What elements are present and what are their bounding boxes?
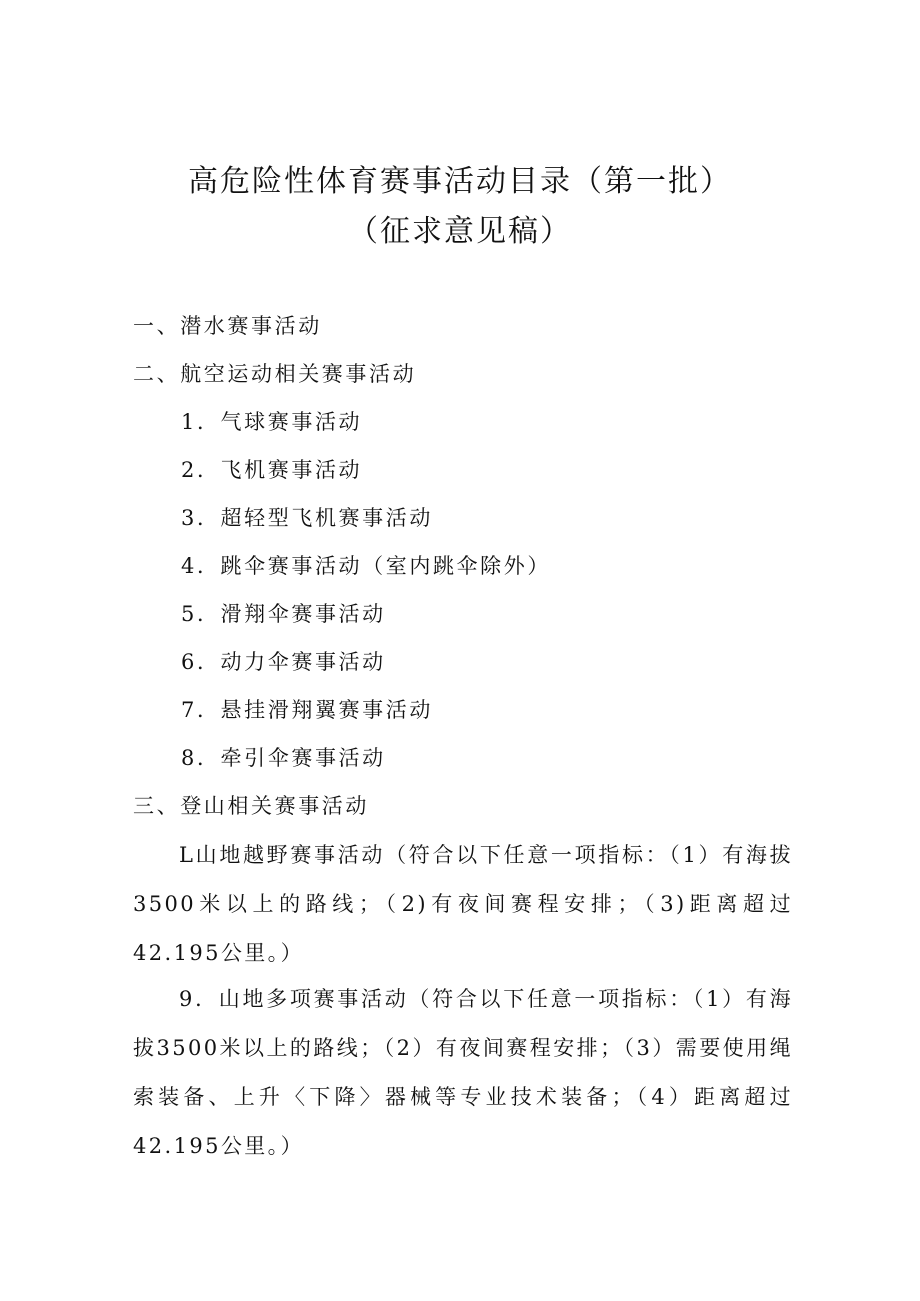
list-item: 3．超轻型飞机赛事活动 (181, 506, 433, 530)
section-heading-aviation: 二、航空运动相关赛事活动 (133, 362, 417, 386)
paragraph-mountain-trail: L山地越野赛事活动（符合以下任意一项指标：（1）有海拔3500米以上的路线；（2)有夜间赛程安排；（3)距离超过42.195公里。） (133, 843, 793, 965)
list-item: 1．气球赛事活动 (181, 410, 363, 434)
section-heading-diving: 一、潜水赛事活动 (133, 314, 322, 338)
list-item: 2．飞机赛事活动 (181, 458, 363, 482)
list-item: 8．牵引伞赛事活动 (181, 746, 386, 770)
list-item: 4．跳伞赛事活动（室内跳伞除外） (181, 554, 551, 578)
list-item: 6．动力伞赛事活动 (181, 650, 386, 674)
document-title: 高危险性体育赛事活动目录（第一批） (188, 164, 732, 199)
list-item: 7．悬挂滑翔翼赛事活动 (181, 698, 433, 722)
section-heading-mountaineering: 三、登山相关赛事活动 (133, 794, 369, 818)
document-subtitle: （征求意见稿） (348, 214, 572, 249)
paragraph-mountain-multisport: 9．山地多项赛事活动（符合以下任意一项指标：（1）有海拔3500米以上的路线；（2）有夜间赛程安排；（3）需要使用绳索装备、上升〈下降〉器械等专业技术装备；（4）距离超过42.195公里。） (133, 987, 793, 1158)
list-item: 5．滑翔伞赛事活动 (181, 602, 386, 626)
